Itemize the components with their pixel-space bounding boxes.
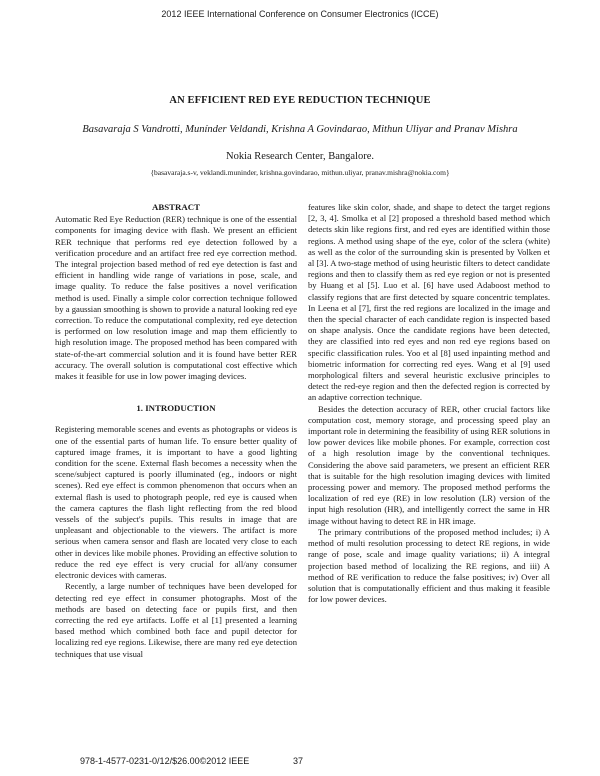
isbn-footer: 978-1-4577-0231-0/12/$26.00©2012 IEEE [80, 756, 250, 766]
page-number: 37 [293, 756, 304, 766]
introduction-heading: 1. INTRODUCTION [136, 403, 216, 414]
right-column [308, 202, 550, 605]
intro-paragraph-4: Besides the detection accuracy of RER, other crucial factors like computation cost, memory storage, and processing speed play an important role in determining the feasibility of using RER solutions in low power devices like mobile phones. For example, correction cost of a high resolution image by the conventional techniques. Considering the above said parameters, we present an efficient RER that is suitable for the high resolution imaging devices with limited processing power and memory. The proposed method performs the localization of red eye (RE) in low resolution (LR) version of the input high resolution (HR), and intelligently correct the same in HR image without having to detect RE in HR image. [308, 403, 550, 526]
abstract-heading: ABSTRACT [152, 202, 200, 212]
intro-paragraph-2: Recently, a large number of techniques have been developed for detecting red eye effect in consumer photographs. Most of the methods are based on detecting face or pupils first, and then correcting the red eye artifacts. Loffe et al [1] presented a learning based method which combined both face and pupil detector for localizing red eye regions. Likewise, there are many red eye detection techniques that use visual [55, 581, 297, 659]
intro-paragraph-5: The primary contributions of the proposed method includes; i) A method of multi resolution processing to detect RE regions, in wide range of pose, scale and image quality variations; ii) A integral projection based method of localizing the RE regions, and iii) A method of RE verification to reduce the false positives; iv) Over all solution that is computationally efficient and thus making it feasible for low power devices. [308, 526, 550, 605]
conference-header: 2012 IEEE International Conference on Consumer Electronics (ICCE) [161, 9, 439, 19]
author-emails: {basavaraja.s-v, veklandi.muninder, krishna.govindarao, mithun.uliyar, pranav.mishra@nokia.com} [150, 168, 450, 177]
intro-paragraph-1: Registering memorable scenes and events as photographs or videos is one of the essential parts of human life. To ensure better quality of captured image frames, it is important to have a good lighting condition for the scene. External flash becomes a necessity when the scene/subject captured is poorly illuminated (eg., indoors or night scenes). Red eye effect is common phenomenon that occurs when an external flash is used to photograph people, red eye is caused when the camera captures the flash light reflecting from the red blood vessels of the subject's pupils. This results in image that are unpleasant and objectionable to the viewers. The artifact is more serious when camera sensor and flash are located very close to each other in devices like mobile phones. Providing an effective solution to reduce the red eye effect is very crucial for all/any consumer electronic devices with cameras. [55, 424, 297, 581]
left-column [55, 202, 297, 660]
abstract-text: Automatic Red Eye Reduction (RER) technique is one of the essential components for imaging device with flash. We present an efficient RER technique that performs red eye detection followed by a verification procedure and an artifact free red eye correction method. The integral projection based method of red eye detection is fast and efficient in handling wide range of variations in pose, scale, and image quality. To reduce the false positives a novel verification method is used. Finally a simple color correction technique followed by a gaussian smoothing is shown to provide a natural looking red eye correction. To reduce the computational complexity, red eye detection is performed on low resolution image and map them efficiently to high resolution image. The proposed method has been compared with state-of-the-art commercial solution and it is found have better RER accuracy. The overall solution is computational cost effective which makes it feasible for use in low power imaging devices. [55, 214, 298, 382]
intro-paragraph-3: features like skin color, shade, and shape to detect the target regions [2, 3, 4]. Smolka et al [2] proposed a threshold based method which detects skin like regions first, and red eyes are identified within those regions. A method using shape of the eye, color of the sclera (white) as well as the color of the surrounding skin is presented by Volken et al [3]. A two-stage method of using heuristic filters to detect candidate regions and then to classify them as red eye region or not is presented by Huang et al [5]. Luo et al. [6] have used Adaboost method to classify regions that are first detected by square concentric templates. In Leena et al [7], first the red regions are localized in the image and then the special character of each candidate region is inspected based on shape analysis. Once the candidate regions have been detected, they are classified into red eyes and non red eye regions based on specific classification rules. Yoo et al [8] used inpainting method and biometric information for correcting red eyes. Wang et al [9] used morphological filters and several heuristic exclusive principles to detect the red-eye region and then the defected region is corrected by an adaptive correction technique. [308, 202, 550, 403]
author-list: Basavaraja S Vandrotti, Munínder Veldandi, Krishna A Govindarao, Mithun Uliyar and Pranav Mishra [82, 124, 518, 135]
affiliation: Nokia Research Center, Bangalore. [226, 151, 374, 162]
paper-title: AN EFFICIENT RED EYE REDUCTION TECHNIQUE [169, 95, 431, 106]
